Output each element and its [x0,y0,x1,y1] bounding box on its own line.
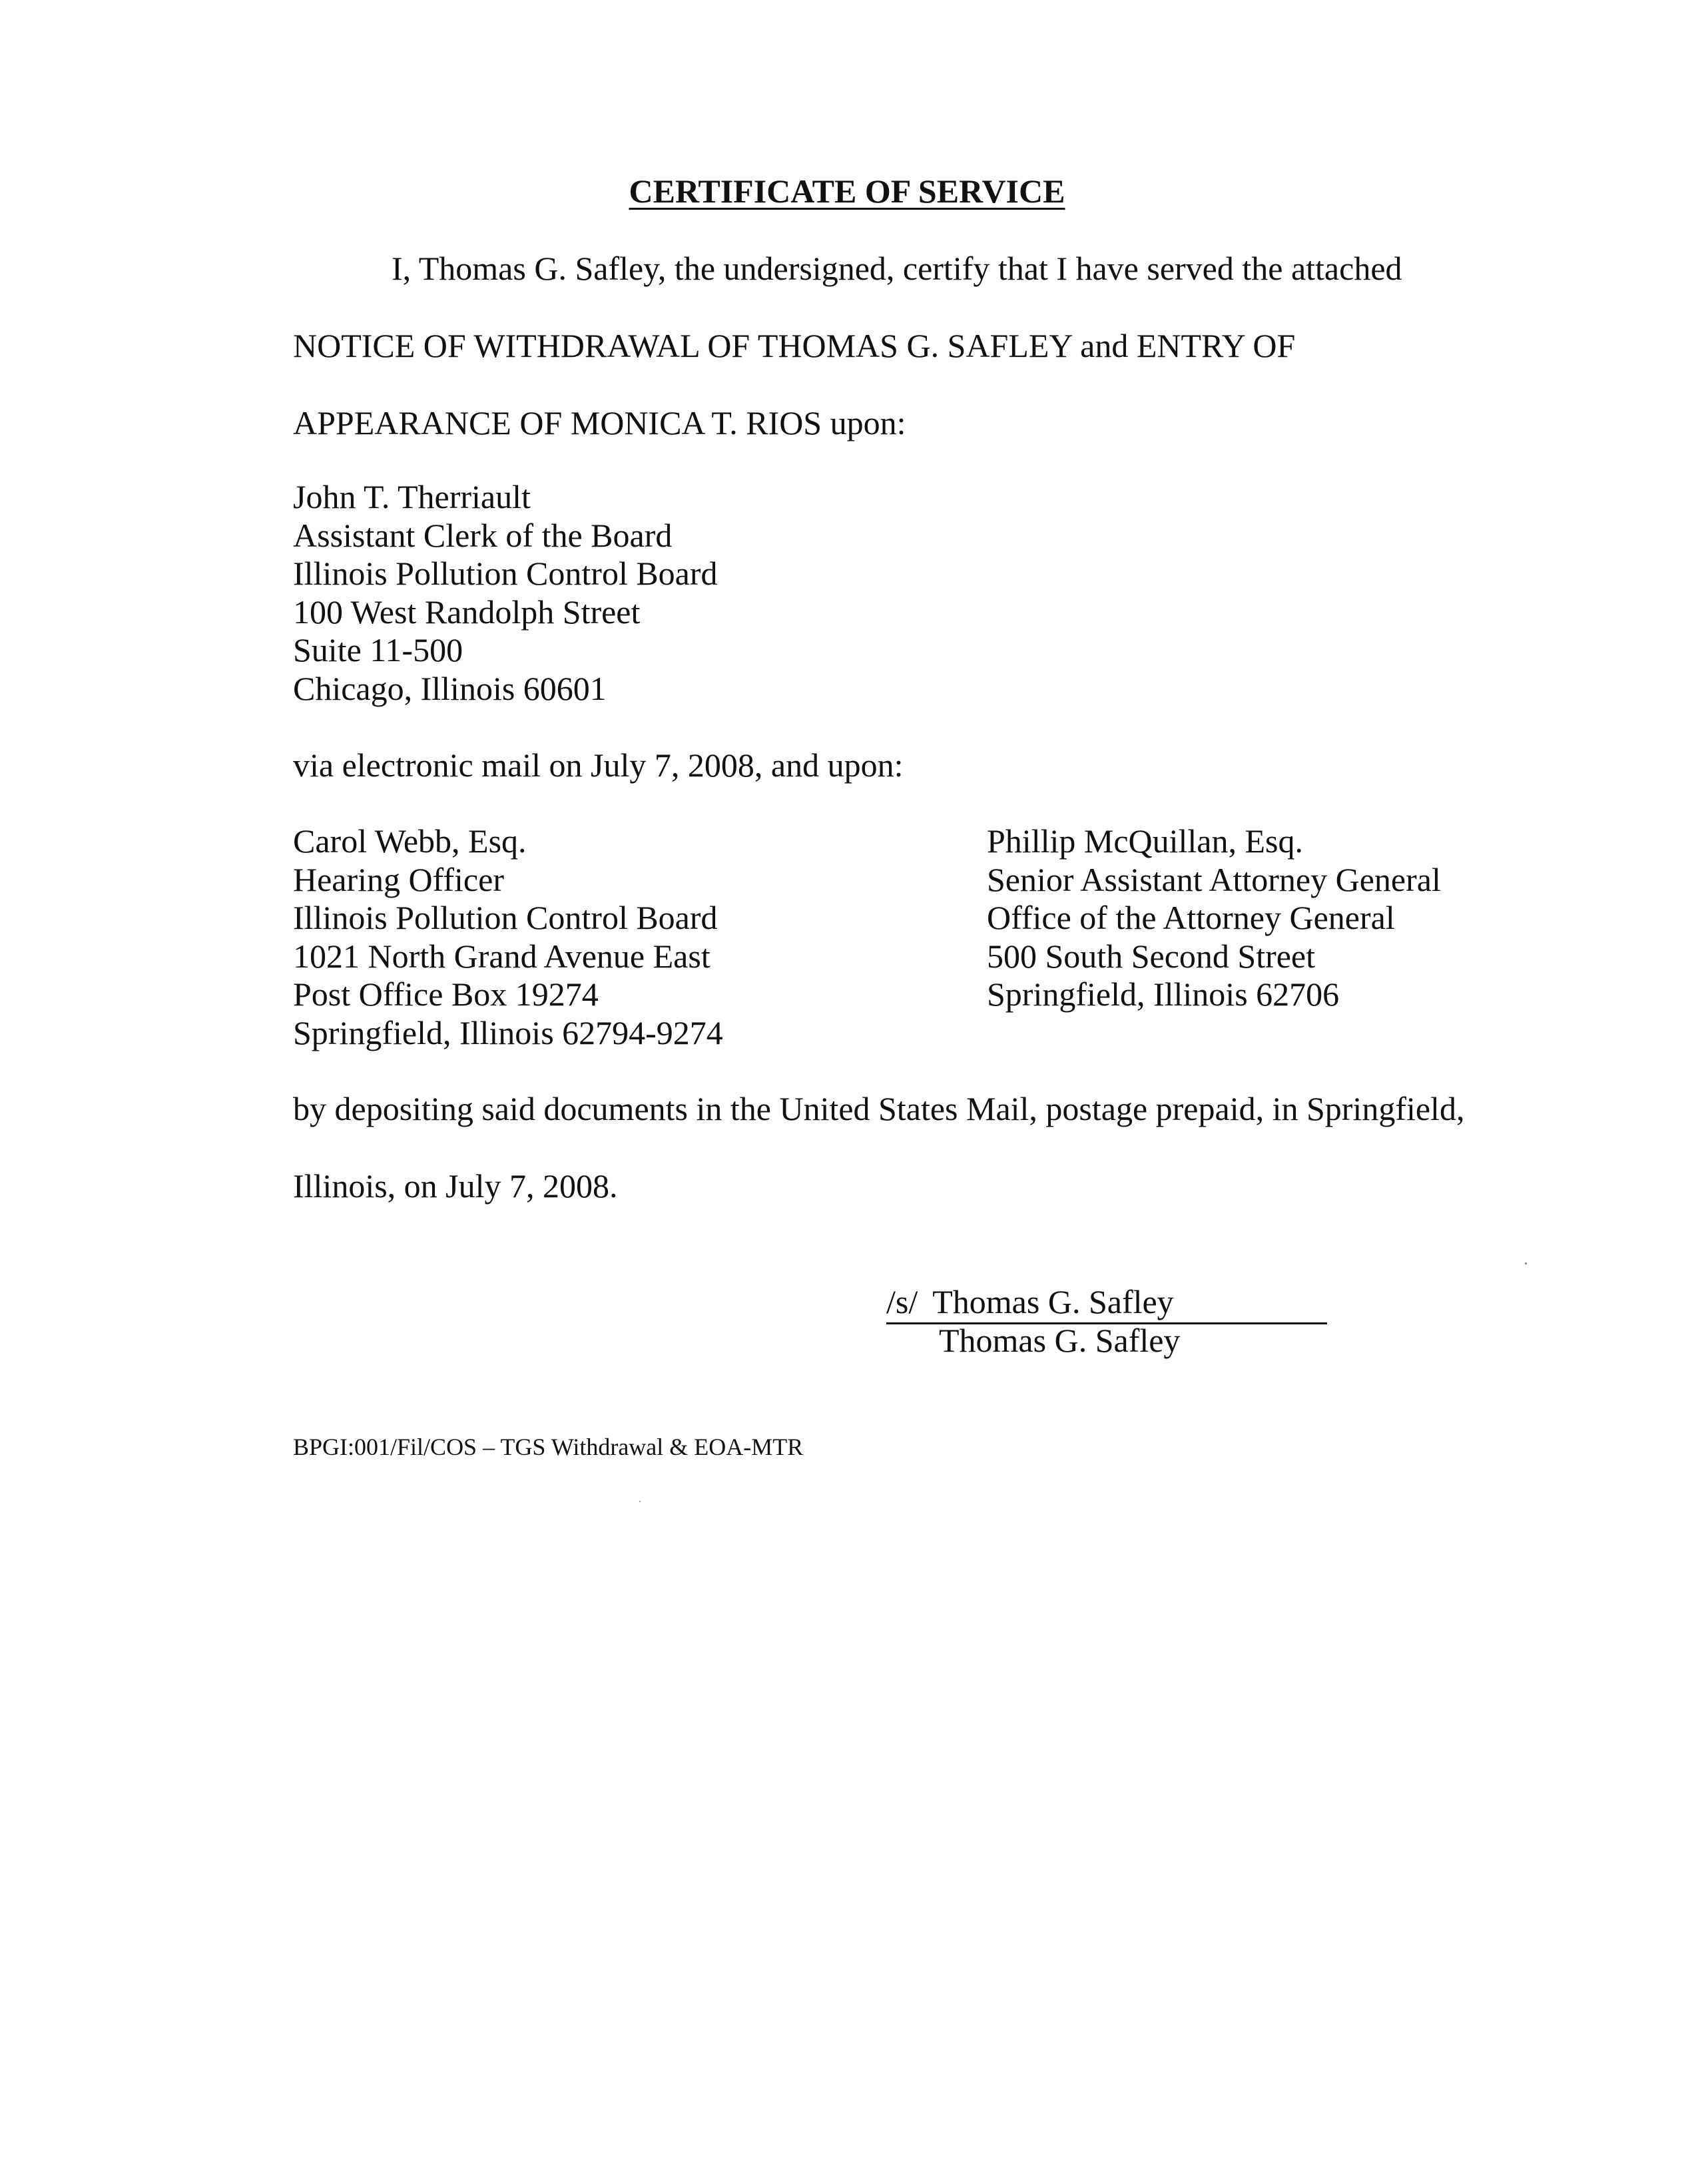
primary-recipient-address [293,478,718,708]
address-line: Suite 11-500 [293,631,463,669]
address-line: Carol Webb, Esq. [293,822,527,860]
deposit-line-2: Illinois, on July 7, 2008. [293,1167,618,1205]
address-line: Hearing Officer [293,860,504,898]
intro-line-3: APPEARANCE OF MONICA T. RIOS upon: [293,404,906,441]
via-electronic-mail-line: via electronic mail on July 7, 2008, and upon: [293,746,904,784]
address-line: Illinois Pollution Control Board [293,899,718,936]
address-line: 500 South Second Street [987,937,1316,975]
address-line: Illinois Pollution Control Board [293,555,718,592]
document-reference-code: BPGI:001/Fil/COS – TGS Withdrawal & EOA-MTR [293,1434,804,1460]
address-line: Springfield, Illinois 62794-9274 [293,1013,723,1051]
attorney-general-address [987,822,1441,1014]
deposit-line-1: by depositing said documents in the United States Mail, postage prepaid, in Springfield, [293,1090,1465,1127]
address-line: Office of the Attorney General [987,899,1395,936]
address-line: Post Office Box 19274 [293,975,599,1013]
signed-name: Thomas G. Safley [932,1283,1174,1320]
address-line: Assistant Clerk of the Board [293,516,673,554]
electronic-signature-mark: /s/ [886,1283,918,1320]
document-title [0,172,1694,210]
scan-speck [1525,1262,1527,1264]
address-line: John T. Therriault [293,478,531,515]
scan-speck [639,1501,641,1502]
title-text: CERTIFICATE OF SERVICE [629,172,1065,210]
hearing-officer-address [293,822,723,1052]
address-line: Springfield, Illinois 62706 [987,975,1340,1013]
address-line: Chicago, Illinois 60601 [293,669,607,707]
address-line: 100 West Randolph Street [293,593,641,631]
signature-line [886,1282,1327,1324]
address-line: 1021 North Grand Avenue East [293,937,710,975]
intro-line-2: NOTICE OF WITHDRAWAL OF THOMAS G. SAFLEY and ENTRY OF [293,327,1296,364]
address-line: Phillip McQuillan, Esq. [987,822,1303,860]
address-line: Senior Assistant Attorney General [987,860,1441,898]
printed-signer-name: Thomas G. Safley [939,1322,1181,1359]
intro-line-1: I, Thomas G. Safley, the undersigned, certify that I have served the attached [392,250,1402,287]
